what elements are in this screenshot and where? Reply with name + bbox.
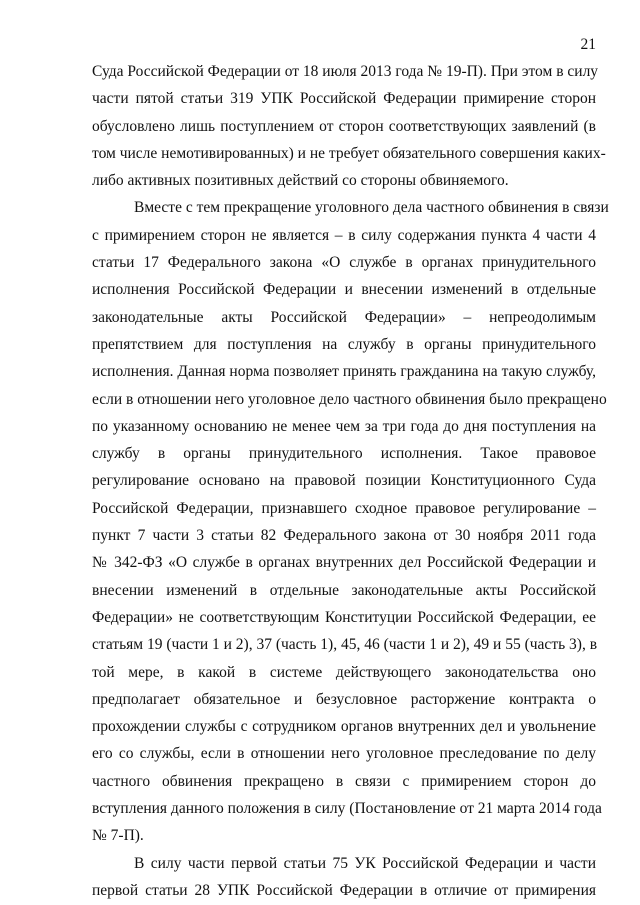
text-line: № 342-ФЗ «О службе в органах внутренних дел Российской Федерации и bbox=[92, 554, 596, 572]
text-line: по указанному основанию не менее чем за три года до дня поступления на bbox=[92, 417, 596, 435]
text-line: № 7-П). bbox=[92, 827, 144, 845]
text-line: внесении изменений в отдельные законодательные акты Российской bbox=[92, 581, 596, 599]
text-line: той мере, в какой в системе действующего законодательства оно bbox=[92, 663, 596, 681]
text-line: Вместе с тем прекращение уголовного дела частного обвинения в связи bbox=[134, 199, 609, 217]
text-line: вступления данного положения в силу (Постановление от 21 марта 2014 года bbox=[92, 800, 602, 818]
text-line: том числе немотивированных) и не требует обязательного совершения каких- bbox=[92, 144, 606, 162]
text-line: препятствием для поступления на службу в органы принудительного bbox=[92, 335, 596, 353]
text-line: если в отношении него уголовное дело частного обвинения было прекращено bbox=[92, 390, 607, 408]
text-line: регулирование основано на правовой позиции Конституционного Суда bbox=[92, 472, 596, 490]
text-line: Суда Российской Федерации от 18 июля 2013 года № 19-П). При этом в силу bbox=[92, 63, 599, 80]
text-line: статьи 17 Федерального закона «О службе в органах принудительного bbox=[92, 254, 596, 272]
text-line: законодательные акты Российской Федерации» – непреодолимым bbox=[92, 308, 596, 326]
text-line: пункт 7 части 3 статьи 82 Федерального закона от 30 ноября 2011 года bbox=[92, 527, 596, 545]
text-line: исполнения Российской Федерации и внесении изменений в отдельные bbox=[92, 281, 596, 299]
text-line: Российской Федерации, признавшего сходное правовое регулирование – bbox=[92, 499, 596, 517]
text-line: первой статьи 28 УПК Российской Федерации в отличие от примирения bbox=[92, 881, 596, 899]
text-line: прохождении службы с сотрудником органов внутренних дел и увольнение bbox=[92, 718, 596, 736]
text-line: Федерации» не соответствующим Конституции Российской Федерации, ее bbox=[92, 608, 596, 626]
text-line: статьям 19 (части 1 и 2), 37 (часть 1), 45, 46 (части 1 и 2), 49 и 55 (часть 3), в bbox=[92, 636, 598, 654]
page-number: 21 bbox=[580, 36, 596, 53]
text-line: либо активных позитивных действий со стороны обвиняемого. bbox=[92, 172, 509, 190]
text-line: предполагает обязательное и безусловное расторжение контракта о bbox=[92, 690, 596, 708]
text-line: части пятой статьи 319 УПК Российской Федерации примирение сторон bbox=[92, 90, 596, 108]
paragraph bbox=[92, 58, 606, 194]
paragraph bbox=[92, 194, 609, 849]
text-line: его со службы, если в отношении него уголовное преследование по делу bbox=[92, 745, 596, 763]
document-body bbox=[92, 58, 609, 904]
text-line: исполнения. Данная норма позволяет принять гражданина на такую службу, bbox=[92, 363, 596, 381]
text-line: обусловлено лишь поступлением от сторон соответствующих заявлений (в bbox=[92, 117, 596, 135]
text-line: с примирением сторон не является – в силу содержания пункта 4 части 4 bbox=[92, 226, 596, 244]
text-line: частного обвинения прекращено в связи с примирением сторон до bbox=[92, 772, 596, 790]
text-line: службу в органы принудительного исполнения. Такое правовое bbox=[92, 445, 596, 463]
text-line: В силу части первой статьи 75 УК Российской Федерации и части bbox=[134, 854, 596, 872]
paragraph bbox=[92, 850, 596, 905]
